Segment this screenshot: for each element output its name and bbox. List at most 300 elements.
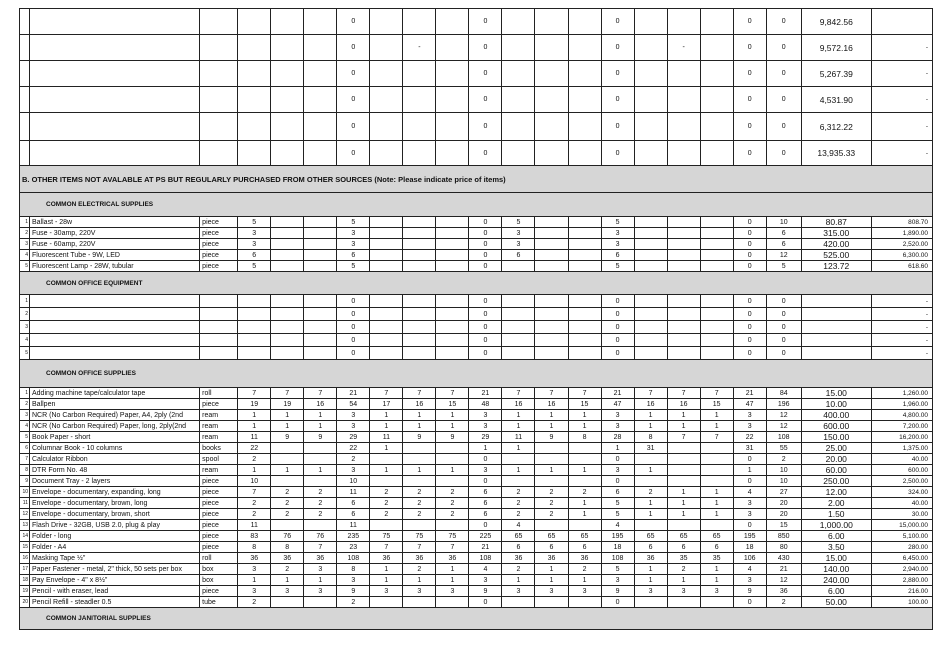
month-cell bbox=[370, 476, 403, 487]
month-cell bbox=[403, 9, 436, 35]
item-row bbox=[20, 228, 933, 239]
month-cell: 0 bbox=[601, 295, 634, 308]
month-cell bbox=[271, 443, 304, 454]
month-cell: 1 bbox=[634, 465, 667, 476]
equipment-row bbox=[20, 295, 933, 308]
month-cell: 17 bbox=[370, 399, 403, 410]
item-unit bbox=[200, 321, 238, 334]
month-cell: 1 bbox=[502, 443, 535, 454]
month-cell: 15 bbox=[700, 399, 733, 410]
month-cell: 5 bbox=[502, 217, 535, 228]
month-cell: 29 bbox=[337, 432, 370, 443]
item-unit: roll bbox=[200, 553, 238, 564]
month-cell bbox=[370, 308, 403, 321]
month-cell: 65 bbox=[700, 531, 733, 542]
month-cell: 29 bbox=[469, 432, 502, 443]
month-cell bbox=[634, 476, 667, 487]
month-cell: 2 bbox=[535, 509, 568, 520]
total-quantity: 2 bbox=[766, 597, 801, 608]
month-cell: 0 bbox=[469, 454, 502, 465]
unit-price bbox=[801, 295, 871, 308]
month-cell: 108 bbox=[337, 553, 370, 564]
month-cell: 0 bbox=[601, 61, 634, 87]
month-cell bbox=[370, 454, 403, 465]
month-cell: 21 bbox=[469, 542, 502, 553]
item-description: Envelope - documentary, expanding, long bbox=[30, 487, 200, 498]
month-cell bbox=[304, 35, 337, 61]
month-cell bbox=[436, 308, 469, 321]
month-cell: 1 bbox=[436, 410, 469, 421]
month-cell bbox=[667, 113, 700, 141]
item-description bbox=[30, 87, 200, 113]
month-cell: 2 bbox=[238, 454, 271, 465]
month-cell: 15 bbox=[436, 399, 469, 410]
total-quantity: 0 bbox=[766, 321, 801, 334]
month-cell bbox=[436, 295, 469, 308]
total-amount: 216.00 bbox=[871, 586, 932, 597]
quarter-total: 0 bbox=[733, 87, 766, 113]
month-cell: 1 bbox=[535, 465, 568, 476]
item-unit: ream bbox=[200, 432, 238, 443]
item-number: 2 bbox=[20, 308, 30, 321]
total-quantity: 12 bbox=[766, 410, 801, 421]
month-cell: 0 bbox=[601, 9, 634, 35]
month-cell bbox=[568, 250, 601, 261]
month-cell: 36 bbox=[634, 553, 667, 564]
month-cell bbox=[403, 597, 436, 608]
month-cell bbox=[304, 308, 337, 321]
month-cell bbox=[271, 250, 304, 261]
items-table bbox=[19, 8, 933, 630]
equipment-row bbox=[20, 321, 933, 334]
month-cell bbox=[700, 308, 733, 321]
month-cell bbox=[370, 35, 403, 61]
month-cell bbox=[667, 520, 700, 531]
month-cell bbox=[403, 321, 436, 334]
month-cell bbox=[304, 520, 337, 531]
total-quantity: 12 bbox=[766, 421, 801, 432]
month-cell: 2 bbox=[271, 487, 304, 498]
item-row bbox=[20, 575, 933, 586]
month-cell: 1 bbox=[370, 564, 403, 575]
quarter-total: 0 bbox=[733, 597, 766, 608]
item-row bbox=[20, 531, 933, 542]
category-title: COMMON JANITORIAL SUPPLIES bbox=[46, 615, 151, 622]
month-cell bbox=[436, 217, 469, 228]
total-quantity: 6 bbox=[766, 239, 801, 250]
item-row bbox=[20, 432, 933, 443]
month-cell bbox=[370, 61, 403, 87]
month-cell: 1 bbox=[370, 465, 403, 476]
item-number bbox=[20, 9, 30, 35]
month-cell: 0 bbox=[601, 321, 634, 334]
item-number: 18 bbox=[20, 575, 30, 586]
month-cell bbox=[271, 261, 304, 272]
item-description: Folder - long bbox=[30, 531, 200, 542]
month-cell: 2 bbox=[535, 498, 568, 509]
month-cell: 1 bbox=[304, 575, 337, 586]
quarter-total: 0 bbox=[733, 520, 766, 531]
month-cell: 7 bbox=[370, 542, 403, 553]
month-cell: 1 bbox=[634, 575, 667, 586]
item-description: Ballast - 28w bbox=[30, 217, 200, 228]
month-cell bbox=[403, 347, 436, 360]
item-number bbox=[20, 61, 30, 87]
item-number: 3 bbox=[20, 410, 30, 421]
item-row bbox=[20, 454, 933, 465]
month-cell: 1 bbox=[370, 410, 403, 421]
unit-price: 5,267.39 bbox=[801, 61, 871, 87]
month-cell bbox=[568, 113, 601, 141]
month-cell: 9 bbox=[403, 432, 436, 443]
month-cell bbox=[370, 347, 403, 360]
item-number: 3 bbox=[20, 239, 30, 250]
quarter-total: 195 bbox=[733, 531, 766, 542]
month-cell bbox=[568, 308, 601, 321]
month-cell bbox=[700, 321, 733, 334]
quarter-total: 9 bbox=[733, 586, 766, 597]
month-cell bbox=[535, 334, 568, 347]
month-cell: 3 bbox=[304, 564, 337, 575]
month-cell bbox=[700, 87, 733, 113]
month-cell: 1 bbox=[634, 410, 667, 421]
item-description: Envelope - documentary, brown, short bbox=[30, 509, 200, 520]
total-amount: 1,890.00 bbox=[871, 228, 932, 239]
total-quantity: 430 bbox=[766, 553, 801, 564]
month-cell: 2 bbox=[238, 509, 271, 520]
month-cell bbox=[502, 321, 535, 334]
month-cell bbox=[304, 295, 337, 308]
month-cell bbox=[535, 261, 568, 272]
category-header bbox=[20, 360, 933, 388]
month-cell: 3 bbox=[238, 586, 271, 597]
item-row bbox=[20, 443, 933, 454]
month-cell: 1 bbox=[700, 575, 733, 586]
category-header bbox=[20, 608, 933, 630]
month-cell: 1 bbox=[700, 509, 733, 520]
month-cell: 225 bbox=[469, 531, 502, 542]
unit-price: 6.00 bbox=[801, 531, 871, 542]
month-cell bbox=[634, 597, 667, 608]
item-row bbox=[20, 597, 933, 608]
unit-price: 315.00 bbox=[801, 228, 871, 239]
month-cell bbox=[271, 217, 304, 228]
category-title: COMMON ELECTRICAL SUPPLIES bbox=[46, 201, 154, 208]
month-cell: 3 bbox=[436, 586, 469, 597]
quarter-total: 18 bbox=[733, 542, 766, 553]
month-cell bbox=[634, 239, 667, 250]
month-cell: 7 bbox=[403, 388, 436, 399]
unit-price: 240.00 bbox=[801, 575, 871, 586]
category-office bbox=[20, 360, 933, 388]
month-cell: 3 bbox=[370, 586, 403, 597]
month-cell: 1 bbox=[403, 465, 436, 476]
total-quantity: 55 bbox=[766, 443, 801, 454]
month-cell bbox=[535, 476, 568, 487]
month-cell: 6 bbox=[601, 487, 634, 498]
month-cell bbox=[568, 347, 601, 360]
month-cell bbox=[304, 217, 337, 228]
quarter-total: 4 bbox=[733, 487, 766, 498]
total-amount: 15,000.00 bbox=[871, 520, 932, 531]
month-cell bbox=[700, 465, 733, 476]
month-cell: 1 bbox=[667, 421, 700, 432]
total-quantity: 2 bbox=[766, 454, 801, 465]
month-cell bbox=[271, 141, 304, 166]
month-cell bbox=[535, 597, 568, 608]
month-cell bbox=[370, 334, 403, 347]
item-description bbox=[30, 321, 200, 334]
month-cell bbox=[304, 9, 337, 35]
item-description: Fluorescent Lamp - 28W, tubular bbox=[30, 261, 200, 272]
month-cell: 21 bbox=[337, 388, 370, 399]
month-cell bbox=[502, 9, 535, 35]
month-cell: 3 bbox=[535, 586, 568, 597]
quarter-total: 0 bbox=[733, 295, 766, 308]
month-cell: 1 bbox=[634, 509, 667, 520]
item-unit: tube bbox=[200, 597, 238, 608]
category-janitorial bbox=[20, 608, 933, 630]
toner-row bbox=[20, 35, 933, 61]
item-row bbox=[20, 239, 933, 250]
month-cell: 0 bbox=[337, 295, 370, 308]
unit-price bbox=[801, 321, 871, 334]
month-cell: 0 bbox=[469, 347, 502, 360]
month-cell bbox=[304, 476, 337, 487]
month-cell bbox=[502, 141, 535, 166]
item-unit: piece bbox=[200, 250, 238, 261]
month-cell bbox=[535, 454, 568, 465]
month-cell: 0 bbox=[469, 87, 502, 113]
toner-row bbox=[20, 61, 933, 87]
item-unit: piece bbox=[200, 498, 238, 509]
month-cell bbox=[535, 217, 568, 228]
month-cell: 3 bbox=[601, 239, 634, 250]
month-cell: 9 bbox=[304, 432, 337, 443]
month-cell bbox=[436, 239, 469, 250]
month-cell bbox=[436, 454, 469, 465]
month-cell: 2 bbox=[271, 498, 304, 509]
unit-price: 12.00 bbox=[801, 487, 871, 498]
toner-row bbox=[20, 9, 933, 35]
item-unit: piece bbox=[200, 542, 238, 553]
equipment-row bbox=[20, 334, 933, 347]
month-cell bbox=[535, 141, 568, 166]
month-cell: 1 bbox=[535, 410, 568, 421]
month-cell: 0 bbox=[337, 87, 370, 113]
month-cell bbox=[271, 295, 304, 308]
unit-price: 150.00 bbox=[801, 432, 871, 443]
month-cell: 0 bbox=[469, 61, 502, 87]
month-cell: 28 bbox=[601, 432, 634, 443]
item-description bbox=[30, 334, 200, 347]
month-cell bbox=[634, 250, 667, 261]
item-row bbox=[20, 388, 933, 399]
item-description: Adding machine tape/calculator tape bbox=[30, 388, 200, 399]
month-cell: 1 bbox=[634, 564, 667, 575]
month-cell: 7 bbox=[502, 388, 535, 399]
item-description: Folder - A4 bbox=[30, 542, 200, 553]
month-cell bbox=[271, 61, 304, 87]
item-unit bbox=[200, 347, 238, 360]
total-amount: 600.00 bbox=[871, 465, 932, 476]
quarter-total: 47 bbox=[733, 399, 766, 410]
month-cell bbox=[403, 476, 436, 487]
month-cell bbox=[535, 443, 568, 454]
month-cell: 15 bbox=[568, 399, 601, 410]
month-cell bbox=[370, 228, 403, 239]
item-description: Flash Drive - 32GB, USB 2.0, plug & play bbox=[30, 520, 200, 531]
month-cell bbox=[568, 321, 601, 334]
month-cell: 1 bbox=[568, 465, 601, 476]
month-cell: 3 bbox=[238, 239, 271, 250]
month-cell: 3 bbox=[601, 465, 634, 476]
month-cell bbox=[436, 347, 469, 360]
month-cell bbox=[568, 295, 601, 308]
month-cell: 9 bbox=[601, 586, 634, 597]
month-cell bbox=[634, 334, 667, 347]
month-cell: 3 bbox=[568, 586, 601, 597]
month-cell: 76 bbox=[271, 531, 304, 542]
month-cell: 1 bbox=[502, 421, 535, 432]
month-cell: 0 bbox=[601, 476, 634, 487]
month-cell: 0 bbox=[469, 9, 502, 35]
item-number: 13 bbox=[20, 520, 30, 531]
month-cell bbox=[304, 454, 337, 465]
month-cell bbox=[403, 308, 436, 321]
month-cell: 1 bbox=[271, 465, 304, 476]
month-cell: 1 bbox=[469, 443, 502, 454]
total-amount: 40.00 bbox=[871, 498, 932, 509]
item-unit bbox=[200, 308, 238, 321]
item-number: 16 bbox=[20, 553, 30, 564]
month-cell bbox=[634, 295, 667, 308]
section-b-header bbox=[20, 166, 933, 193]
month-cell: 23 bbox=[337, 542, 370, 553]
item-description bbox=[30, 295, 200, 308]
month-cell: 2 bbox=[304, 487, 337, 498]
item-description: Calculator Ribbon bbox=[30, 454, 200, 465]
total-amount: - bbox=[871, 113, 932, 141]
month-cell: 3 bbox=[337, 410, 370, 421]
month-cell: 31 bbox=[634, 443, 667, 454]
month-cell bbox=[667, 87, 700, 113]
month-cell bbox=[370, 261, 403, 272]
month-cell: 65 bbox=[667, 531, 700, 542]
month-cell: 6 bbox=[337, 509, 370, 520]
total-amount: 2,940.00 bbox=[871, 564, 932, 575]
quarter-total: 0 bbox=[733, 347, 766, 360]
month-cell bbox=[403, 520, 436, 531]
month-cell: 1 bbox=[568, 410, 601, 421]
month-cell: 6 bbox=[502, 542, 535, 553]
month-cell: 9 bbox=[337, 586, 370, 597]
month-cell: 7 bbox=[568, 388, 601, 399]
toner-row bbox=[20, 113, 933, 141]
month-cell: 0 bbox=[469, 334, 502, 347]
month-cell bbox=[634, 347, 667, 360]
item-number: 1 bbox=[20, 388, 30, 399]
category-electrical bbox=[20, 193, 933, 217]
month-cell: 1 bbox=[634, 498, 667, 509]
month-cell: 11 bbox=[337, 487, 370, 498]
item-row bbox=[20, 586, 933, 597]
month-cell bbox=[436, 35, 469, 61]
total-amount: 40.00 bbox=[871, 454, 932, 465]
month-cell bbox=[535, 9, 568, 35]
item-row bbox=[20, 465, 933, 476]
unit-price: 9,572.16 bbox=[801, 35, 871, 61]
month-cell: 2 bbox=[403, 564, 436, 575]
item-description: Ballpen bbox=[30, 399, 200, 410]
total-quantity: 0 bbox=[766, 9, 801, 35]
item-number bbox=[20, 35, 30, 61]
month-cell bbox=[700, 35, 733, 61]
month-cell: 1 bbox=[667, 509, 700, 520]
month-cell: 1 bbox=[238, 575, 271, 586]
month-cell bbox=[535, 35, 568, 61]
month-cell bbox=[403, 454, 436, 465]
month-cell bbox=[700, 476, 733, 487]
unit-price: 140.00 bbox=[801, 564, 871, 575]
item-unit bbox=[200, 113, 238, 141]
month-cell: 2 bbox=[238, 498, 271, 509]
month-cell bbox=[700, 9, 733, 35]
month-cell bbox=[502, 454, 535, 465]
item-number: 6 bbox=[20, 443, 30, 454]
month-cell bbox=[271, 597, 304, 608]
month-cell bbox=[700, 239, 733, 250]
month-cell bbox=[634, 261, 667, 272]
month-cell: 0 bbox=[337, 61, 370, 87]
month-cell: 0 bbox=[601, 597, 634, 608]
month-cell: 0 bbox=[469, 250, 502, 261]
item-number: 11 bbox=[20, 498, 30, 509]
month-cell: 195 bbox=[601, 531, 634, 542]
month-cell: 7 bbox=[403, 542, 436, 553]
month-cell bbox=[271, 308, 304, 321]
month-cell bbox=[535, 250, 568, 261]
month-cell: 2 bbox=[271, 564, 304, 575]
month-cell: 7 bbox=[667, 432, 700, 443]
month-cell bbox=[634, 61, 667, 87]
month-cell: 1 bbox=[502, 465, 535, 476]
month-cell: 3 bbox=[469, 421, 502, 432]
month-cell: - bbox=[667, 35, 700, 61]
total-quantity: 15 bbox=[766, 520, 801, 531]
month-cell: 1 bbox=[271, 421, 304, 432]
total-amount: 1,375.00 bbox=[871, 443, 932, 454]
month-cell: 2 bbox=[502, 509, 535, 520]
month-cell: 1 bbox=[568, 498, 601, 509]
month-cell: 5 bbox=[601, 498, 634, 509]
month-cell: 47 bbox=[601, 399, 634, 410]
month-cell: 0 bbox=[601, 347, 634, 360]
item-number bbox=[20, 141, 30, 166]
item-number: 14 bbox=[20, 531, 30, 542]
month-cell: 2 bbox=[370, 509, 403, 520]
item-unit bbox=[200, 35, 238, 61]
month-cell bbox=[304, 597, 337, 608]
month-cell: 0 bbox=[469, 228, 502, 239]
month-cell: 7 bbox=[436, 542, 469, 553]
month-cell bbox=[568, 87, 601, 113]
unit-price: 3.50 bbox=[801, 542, 871, 553]
total-quantity: 0 bbox=[766, 87, 801, 113]
quarter-total: 0 bbox=[733, 308, 766, 321]
quarter-total: 1 bbox=[733, 465, 766, 476]
month-cell bbox=[403, 295, 436, 308]
